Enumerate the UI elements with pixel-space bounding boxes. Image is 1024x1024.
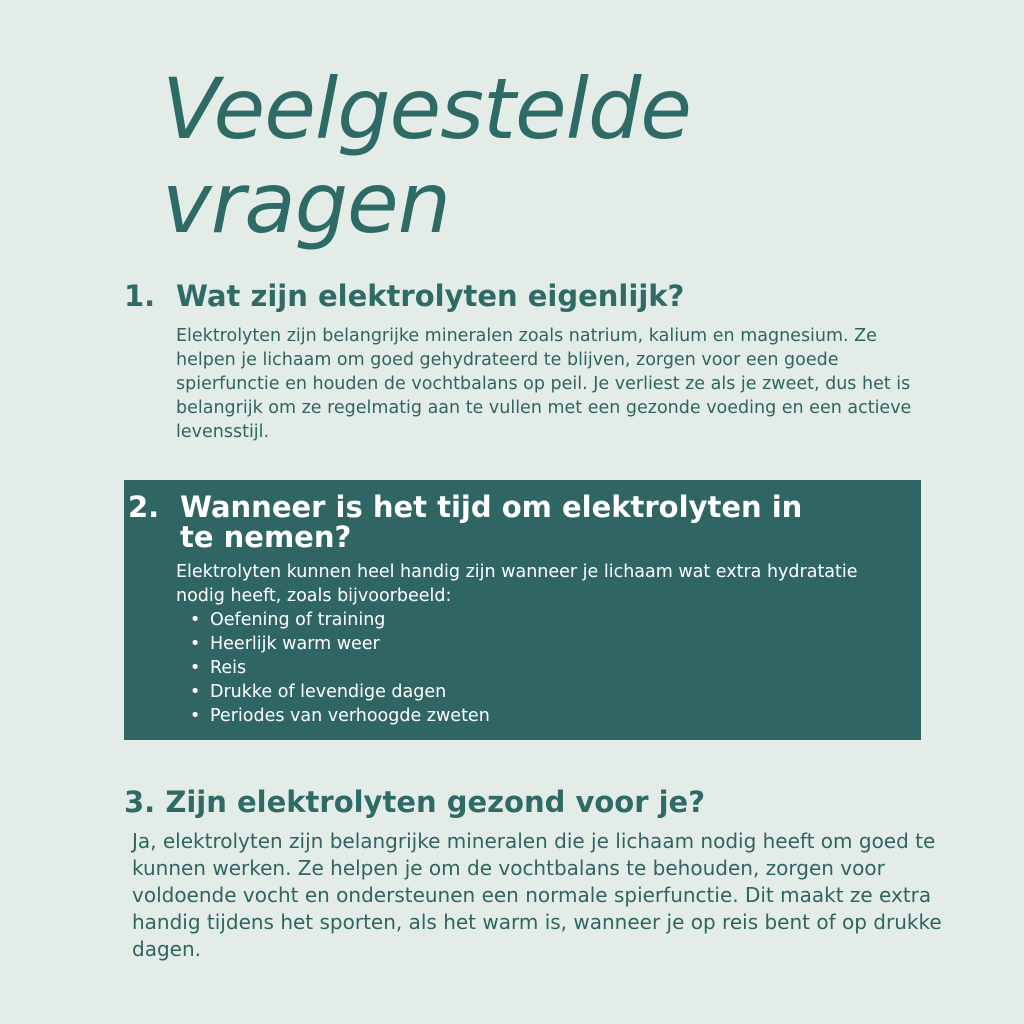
faq-question-text-2: Wanneer is het tijd om elektrolyten in te nemen?	[180, 490, 803, 554]
list-item	[176, 608, 866, 632]
faq-answer-2	[176, 560, 866, 728]
faq-answer-1: Elektrolyten zijn belangrijke mineralen zoals natrium, kalium en magnesium. Ze helpen je lichaam om goed gehydrateerd te blijven, zorgen voor een goede spierfunctie en houden de vochtbalans op peil. Je verliest ze als je zweet, dus het is belangrijk om ze regelmatig aan te vullen met een gezonde voeding en een actieve levensstijl.	[176, 326, 912, 442]
bullet-icon: •	[190, 658, 201, 678]
bullet-icon: •	[190, 682, 201, 702]
faq-item-1	[124, 278, 924, 444]
list-item-text: Reis	[210, 658, 247, 678]
faq-question-1	[124, 278, 924, 314]
faq-item-3	[124, 784, 944, 963]
page-title-line-1: Veelgestelde	[162, 60, 691, 158]
faq-question-text-1: Wat zijn elektrolyten eigenlijk?	[176, 279, 685, 313]
list-item	[176, 680, 866, 704]
bullet-icon: •	[190, 610, 201, 630]
list-item-text: Heerlijk warm weer	[210, 634, 380, 654]
list-item	[176, 656, 866, 680]
faq-answer-3: Ja, elektrolyten zijn belangrijke mineralen die je lichaam nodig heeft om goed te kunnen werken. Ze helpen je om de vochtbalans te behouden, zorgen voor voldoende vocht en ondersteunen een normale spierfunctie. Dit maakt ze extra handig tijdens het sporten, als het warm is, wanneer je op reis bent of op drukke dagen.	[132, 829, 942, 961]
bullet-icon: •	[190, 634, 201, 654]
list-item-text: Periodes van verhoogde zweten	[210, 706, 490, 726]
faq-question-2	[128, 492, 828, 552]
faq-answer-2-intro: Elektrolyten kunnen heel handig zijn wanneer je lichaam wat extra hydratatie nodig heeft, zoals bijvoorbeeld:	[176, 562, 858, 606]
faq-number-2: 2.	[128, 490, 160, 524]
page-title	[162, 62, 691, 250]
faq-question-3	[124, 784, 944, 820]
bullet-icon: •	[190, 706, 201, 726]
faq-number-3: 3.	[124, 785, 156, 819]
faq-number-1: 1.	[124, 279, 156, 313]
list-item	[176, 704, 866, 728]
list-item-text: Drukke of levendige dagen	[210, 682, 447, 702]
list-item	[176, 632, 866, 656]
faq-answer-2-list	[176, 608, 866, 728]
list-item-text: Oefening of training	[210, 610, 386, 630]
faq-item-2-highlight-panel	[124, 480, 921, 740]
faq-question-text-3: Zijn elektrolyten gezond voor je?	[165, 785, 706, 819]
page-title-line-2: vragen	[162, 154, 450, 252]
